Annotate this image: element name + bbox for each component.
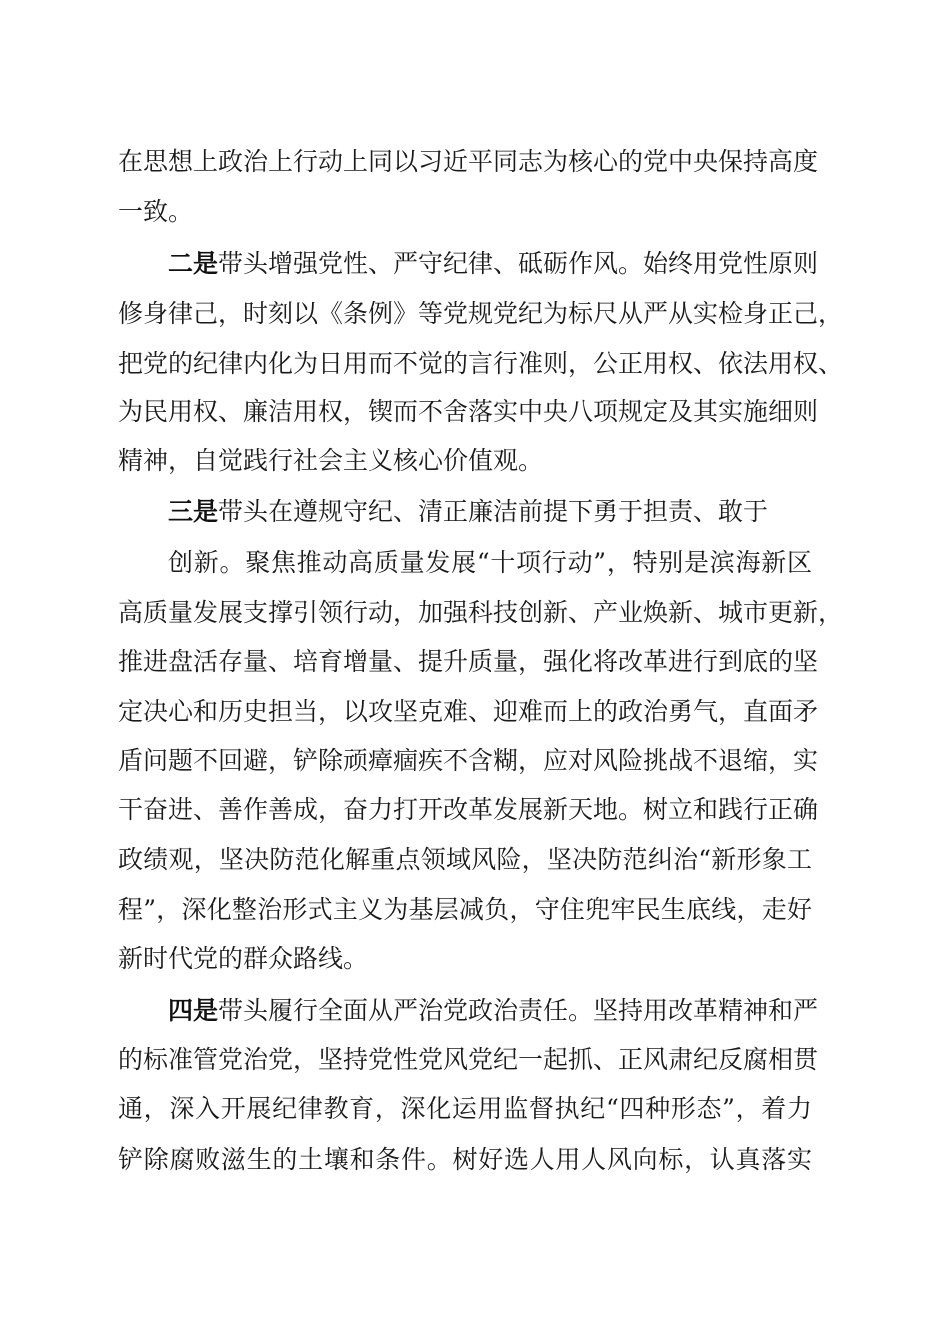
paragraph-line-text: 带头在遵规守纪、清正廉洁前提下勇于担责、敢于 [218,497,769,526]
paragraph-line: 把党的纪律内化为日用而不觉的言行准则，公正用权、依法用权、 [118,349,844,378]
paragraph-lead: 二是 [168,249,219,278]
paragraph-lead: 三是 [168,497,219,526]
paragraph-line: 一致。 [118,197,194,226]
paragraph-line: 通，深入开展纪律教育，深化运用监督执纪“四种形态”，着力 [118,1094,812,1123]
paragraph-line: 修身律己，时刻以《条例》等党规党纪为标尺从严从实检身正己， [118,299,844,328]
paragraph-line: 高质量发展支撑引领行动，加强科技创新、产业焕新、城市更新， [118,598,844,627]
paragraph-line: 精神，自觉践行社会主义核心价值观。 [118,446,544,475]
paragraph-line-first [168,244,819,284]
paragraph-line: 推进盘活存量、培育增量、提升质量，强化将改革进行到底的坚 [118,647,819,676]
paragraph-line: 干奋进、善作善成，奋力打开改革发展新天地。树立和践行正确 [118,795,819,824]
paragraph-line: 程”，深化整治形式主义为基层减负，守住兜牢民生底线，走好 [118,895,812,924]
paragraph-line: 盾问题不回避，铲除顽瘴痼疾不含糊，应对风险挑战不退缩，实 [118,746,819,775]
paragraph-line-first [168,492,769,532]
paragraph-line: 的标准管党治党，坚持党性党风党纪一起抓、正风肃纪反腐相贯 [118,1045,819,1074]
paragraph-line: 新时代党的群众路线。 [118,944,369,973]
paragraph-line: 在思想上政治上行动上同以习近平同志为核心的党中央保持高度 [118,147,819,176]
paragraph-line: 创新。聚焦推动高质量发展“十项行动”，特别是滨海新区 [168,548,812,577]
paragraph-line: 铲除腐败滋生的土壤和条件。树好选人用人风向标，认真落实 [118,1145,812,1174]
paragraph-line-text: 带头增强党性、严守纪律、砥砺作风。始终用党性原则 [218,249,819,278]
paragraph-line-first [168,991,819,1031]
paragraph-line: 政绩观，坚决防范化解重点领域风险，坚决防范纠治“新形象工 [118,845,812,874]
paragraph-line: 为民用权、廉洁用权，锲而不舍落实中央八项规定及其实施细则 [118,397,819,426]
paragraph-lead: 四是 [168,996,219,1025]
paragraph-line-text: 带头履行全面从严治党政治责任。坚持用改革精神和严 [218,996,819,1025]
paragraph-line: 定决心和历史担当，以攻坚克难、迎难而上的政治勇气，直面矛 [118,697,819,726]
